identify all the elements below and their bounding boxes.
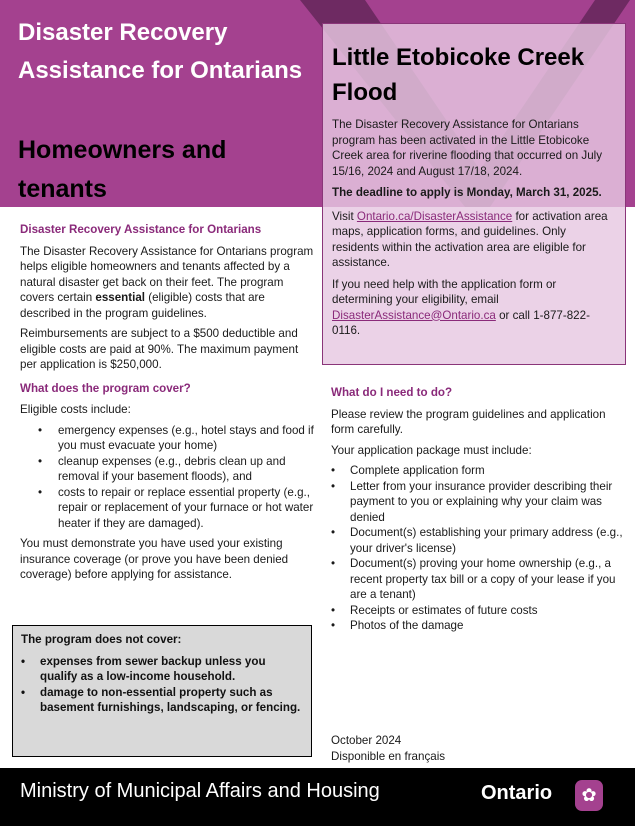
program-description [20,244,316,322]
french-availability: Disponible en français [331,749,446,763]
list-item: • expenses from sewer backup unless you qualify as a low-income household. [21,654,303,685]
package-list [331,463,623,634]
page-subtitle: Homeowners and tenants [18,136,227,203]
section-heading-coverage: What does the program cover? [20,381,191,395]
assistance-link[interactable]: Ontario.ca/DisasterAssistance [356,209,513,223]
insurance-text: You must demonstrate you have used your existing insurance coverage (or prove you have been denied coverage) before applying for assistance. [20,537,289,581]
not-covered-title: The program does not cover: [21,633,182,646]
help-pre: If you need help with the application form or determining your eligibility, email [332,277,557,306]
list-item: • damage to non-essential property such as basement furnishings, landscaping, or fencing. [21,685,303,716]
eligible-label: Eligible costs include: [20,403,131,416]
ministry-name: Ministry of Municipal Affairs and Housing [20,780,380,802]
section-heading-program: Disaster Recovery Assistance for Ontarians [20,223,262,236]
p1-pre: The Disaster Recovery Assistance for Ontarians program helps eligible homeowners and tenants affected by a natural disaster get back on their feet. The program covers certain [20,244,314,304]
phone: 1-877-822-0116. [332,308,590,337]
list-item: • Document(s) proving your home ownership (e.g., a recent property tax bill or a copy of your lease if you are a tenant) [331,556,623,603]
list-item: • Photos of the damage [331,618,623,634]
not-covered-list [21,654,303,716]
package-label: Your application package must include: [331,443,532,457]
visit-post: for activation area maps, application forms, and guidelines. Only residents within the activation area are eligible for assistance. [332,209,608,269]
date-block [331,733,445,764]
callout-title: Little Etobicoke Creek Flood [332,44,585,106]
visit-text [332,209,615,271]
ontario-wordmark: Ontario [481,782,553,804]
trillium-logo-icon: ✿ [575,780,603,811]
reimbursement-text: Reimbursements are subject to a $500 deductible and eligible costs are paid at 90%. The maximum payment per application is $250,000. [20,327,299,371]
callout-intro: The Disaster Recovery Assistance for Ontarians program has been activated in the Little Etobicoke Creek area for riverine flooding that occurred on July 15/16, 2024 and August 17/18, 2024. [332,118,603,178]
review-text: Please review the program guidelines and application form carefully. [331,407,606,436]
email-link[interactable]: DisasterAssistance@Ontario.ca [332,308,496,322]
list-item: • Letter from your insurance provider describing their payment to you or explaining why your claim was denied [331,479,623,526]
eligible-list [20,423,316,532]
list-item: • cleanup expenses (e.g., debris clean up and removal if your basement floods), and [20,454,316,485]
help-mid: or call [495,308,534,322]
publication-date: October 2024 [331,734,402,747]
list-item: • emergency expenses (e.g., hotel stays and food if you must evacuate your home) [20,423,316,454]
list-item: • Document(s) establishing your primary address (e.g., your driver's license) [331,525,623,556]
footer [0,768,635,826]
flood-callout [322,23,626,365]
deadline: The deadline to apply is Monday, March 31, 2025. [332,186,602,199]
left-column [20,222,316,588]
not-covered-box [12,625,312,757]
list-item: • Complete application form [331,463,623,479]
page-title: Disaster Recovery Assistance for Ontarians [18,19,303,84]
section-heading-todo: What do I need to do? [331,386,453,399]
list-item: • costs to repair or replace essential property (e.g., repair or replacement of your furnace or hot water heater if they are damaged). [20,485,316,532]
help-text [332,277,615,339]
p1-bold: essential [95,291,146,304]
p1-post: (eligible) costs that are described in the program guidelines. [20,291,265,320]
right-column [331,385,623,634]
list-item: • Receipts or estimates of future costs [331,603,623,619]
visit-pre: Visit [332,209,357,223]
